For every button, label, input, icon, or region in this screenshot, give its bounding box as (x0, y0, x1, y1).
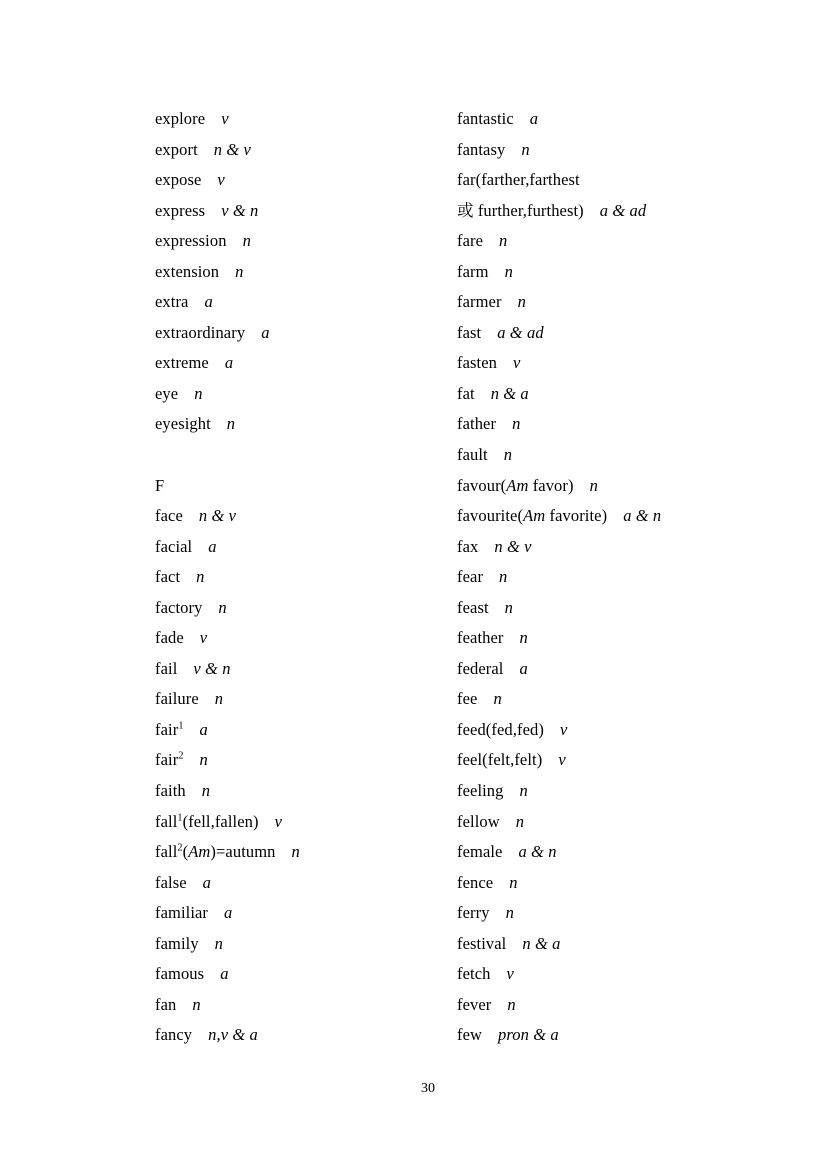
word-segment: fantastic (457, 109, 514, 128)
entry-word (457, 750, 542, 769)
entry-word (457, 567, 483, 586)
entry-word (457, 964, 490, 983)
entry-word (155, 231, 227, 250)
entry-pos: n (192, 994, 201, 1014)
vocab-entry (155, 532, 457, 563)
vocabulary-column-right (457, 104, 796, 1051)
vocab-entry (155, 379, 457, 410)
word-segment: farmer (457, 292, 502, 312)
entry-word (457, 231, 483, 250)
vocab-entry (457, 471, 796, 502)
entry-word (457, 720, 544, 739)
word-segment: favor) (528, 475, 574, 495)
word-superscript: 1 (177, 812, 183, 824)
entry-word (457, 292, 502, 311)
word-segment: festival (457, 933, 507, 953)
entry-pos: a (204, 292, 213, 312)
entry-word (457, 812, 500, 831)
vocab-entry (155, 562, 457, 593)
word-segment: 或 further,furthest) (457, 200, 584, 220)
entry-pos: a (208, 536, 217, 556)
word-segment: fast (457, 322, 482, 342)
word-segment: failure (155, 689, 199, 709)
vocab-entry (457, 959, 796, 990)
word-segment: fantasy (457, 139, 506, 159)
word-segment: factory (155, 597, 203, 617)
entry-pos: a (519, 658, 528, 678)
blank-line (155, 440, 457, 471)
entry-pos: n (199, 750, 208, 770)
entry-word (155, 414, 211, 433)
entry-pos: v (506, 964, 514, 984)
entry-word (155, 353, 209, 372)
word-segment: far(farther,farthest (457, 170, 580, 190)
entry-word (155, 934, 199, 953)
entry-pos: a (224, 903, 233, 923)
vocab-entry (457, 868, 796, 899)
entry-pos: v & n (193, 658, 231, 678)
entry-pos: v (558, 750, 566, 770)
word-segment: extension (155, 261, 220, 281)
word-segment: ( (182, 842, 189, 862)
word-segment: false (155, 872, 187, 892)
entry-pos: v (559, 719, 568, 739)
entry-word (155, 537, 192, 556)
entry-pos: n & a (490, 383, 529, 403)
entry-word (457, 445, 488, 464)
word-segment: father (457, 414, 497, 434)
vocab-entry (457, 837, 796, 868)
vocab-entry (457, 135, 796, 166)
word-segment: explore (155, 109, 206, 128)
word-segment: fare (457, 231, 484, 251)
word-segment: fall (155, 811, 178, 831)
word-segment: fade (155, 628, 184, 648)
entry-word (457, 1025, 482, 1044)
entry-word (155, 109, 205, 128)
entry-word (457, 934, 506, 953)
word-segment: favour( (457, 475, 507, 495)
vocab-entry (457, 929, 796, 960)
vocab-entry (155, 715, 457, 746)
word-segment: fasten (457, 353, 497, 373)
word-segment: fair (155, 719, 179, 739)
entry-word (457, 659, 504, 678)
entry-pos: n (218, 597, 227, 617)
word-segment: feeling (457, 781, 504, 801)
word-segment: expose (155, 170, 202, 190)
entry-word (155, 689, 199, 708)
vocab-entry (457, 684, 796, 715)
entry-word (155, 323, 245, 342)
entry-pos: n (194, 383, 203, 403)
word-segment: expression (155, 231, 227, 251)
entry-word (457, 140, 505, 159)
vocab-entry (457, 196, 796, 227)
word-segment: eyesight (155, 414, 211, 434)
entry-pos: n (519, 781, 528, 801)
entry-pos: pron & a (498, 1025, 559, 1045)
word-segment: face (155, 506, 183, 526)
entry-pos: a (199, 719, 208, 739)
entry-pos: n (509, 872, 518, 892)
entry-word (457, 170, 580, 189)
entry-pos: n (499, 231, 508, 251)
entry-pos: n (519, 628, 528, 648)
vocab-entry (457, 165, 796, 196)
vocab-entry (457, 104, 796, 135)
vocab-entry (457, 990, 796, 1021)
word-segment: fetch (457, 964, 491, 984)
vocab-entry (155, 196, 457, 227)
entry-pos: v & n (221, 200, 259, 220)
entry-word (457, 842, 502, 861)
word-segment: fever (457, 994, 492, 1014)
word-segment: fail (155, 658, 178, 678)
entry-word (155, 720, 184, 739)
vocab-entry (155, 104, 457, 135)
entry-word (155, 384, 178, 403)
vocab-entry (457, 318, 796, 349)
word-segment: famous (155, 964, 205, 984)
page-number: 30 (421, 1081, 435, 1096)
entry-word (457, 598, 489, 617)
word-segment: (fell,fallen) (182, 811, 259, 831)
vocab-entry (155, 745, 457, 776)
vocab-entry (155, 929, 457, 960)
entry-pos: n (517, 292, 526, 312)
vocab-entry (457, 226, 796, 257)
entry-pos: n (503, 445, 513, 465)
word-segment: favorite) (545, 506, 608, 526)
entry-pos: a & n (623, 506, 662, 526)
vocab-entry (155, 654, 457, 685)
vocab-entry (155, 593, 457, 624)
entry-word (457, 995, 491, 1014)
entry-pos: a & n (518, 842, 557, 862)
word-segment: fear (457, 567, 484, 587)
entry-word (155, 659, 177, 678)
entry-word (457, 873, 493, 892)
entry-pos: n (505, 903, 514, 923)
vocab-entry (457, 745, 796, 776)
entry-word (155, 812, 259, 831)
word-segment: Am (188, 842, 211, 862)
word-segment: fact (155, 567, 181, 587)
entry-pos: n & v (198, 506, 237, 526)
word-segment: fair (155, 750, 179, 770)
word-superscript: 1 (178, 720, 184, 732)
entry-word (457, 903, 490, 922)
vocab-entry (457, 532, 796, 563)
entry-pos: a (224, 353, 234, 373)
word-segment: fancy (155, 1025, 193, 1045)
word-segment: family (155, 933, 199, 953)
word-segment: express (155, 200, 206, 220)
word-segment: facial (155, 536, 193, 556)
vocab-entry (155, 287, 457, 318)
entry-pos: n (493, 689, 502, 709)
entry-word (155, 628, 184, 647)
word-segment: faith (155, 781, 186, 801)
vocab-entry (457, 1020, 796, 1051)
entry-word (155, 781, 186, 800)
entry-pos: n,v & a (208, 1025, 258, 1045)
vocab-entry (155, 501, 457, 532)
entry-pos: n & v (494, 536, 532, 556)
vocab-entry (155, 684, 457, 715)
entry-pos: a & ad (497, 322, 544, 342)
entry-pos: n (507, 994, 516, 1014)
entry-word (155, 170, 201, 189)
vocab-entry (155, 868, 457, 899)
vocab-entry (457, 409, 796, 440)
entry-pos: n (201, 781, 211, 801)
word-segment: fee (457, 689, 478, 709)
section-letter-heading: F (155, 475, 165, 495)
vocabulary-column-left (155, 104, 457, 1051)
entry-word (155, 1025, 192, 1044)
word-segment: fall (155, 842, 178, 862)
entry-word (457, 689, 477, 708)
entry-word (457, 414, 496, 433)
entry-word (155, 750, 184, 769)
entry-pos: n (226, 414, 236, 434)
entry-word (457, 323, 481, 342)
word-segment: fat (457, 383, 475, 403)
entry-word (155, 201, 205, 220)
entry-word (155, 567, 180, 586)
word-superscript: 2 (177, 842, 183, 854)
entry-pos: n & a (522, 933, 561, 953)
entry-pos: v (513, 353, 521, 373)
entry-word (457, 537, 478, 556)
entry-pos: a & ad (599, 200, 647, 220)
entry-word (155, 873, 187, 892)
vocab-entry (155, 318, 457, 349)
entry-pos: n (235, 261, 244, 281)
word-segment: feed(fed,fed) (457, 719, 544, 739)
entry-word (457, 628, 504, 647)
entry-pos: n (242, 231, 251, 251)
vocab-entry (457, 898, 796, 929)
word-segment: fence (457, 872, 494, 892)
vocab-entry (155, 623, 457, 654)
vocab-entry (457, 287, 796, 318)
entry-word (457, 262, 489, 281)
vocab-entry (155, 135, 457, 166)
vocab-entry (155, 1020, 457, 1051)
entry-pos: n (499, 567, 508, 587)
word-segment: eye (155, 383, 179, 403)
vocab-entry (457, 348, 796, 379)
entry-word (155, 292, 188, 311)
vocab-entry (457, 807, 796, 838)
word-segment: ferry (457, 903, 490, 923)
vocab-entry (457, 562, 796, 593)
entry-pos: n & v (213, 139, 251, 159)
word-segment: female (457, 842, 503, 862)
entry-pos: n (589, 475, 598, 495)
entry-pos: n (515, 811, 525, 831)
vocab-entry (155, 990, 457, 1021)
entry-word (457, 781, 504, 800)
entry-word (155, 964, 204, 983)
vocab-entry (155, 226, 457, 257)
entry-word (457, 109, 514, 128)
vocab-entry (457, 715, 796, 746)
vocab-entry (155, 409, 457, 440)
entry-pos: a (220, 964, 229, 984)
word-segment: )=autumn (210, 842, 276, 862)
word-segment: few (457, 1025, 483, 1045)
entry-pos: n (504, 597, 514, 617)
word-segment: fax (457, 536, 479, 556)
vocab-entry (155, 165, 457, 196)
word-segment: Am (506, 475, 529, 495)
entry-pos: n (214, 933, 224, 953)
entry-word (155, 506, 183, 525)
word-segment: farm (457, 261, 489, 281)
vocab-entry (155, 348, 457, 379)
vocab-entry (155, 257, 457, 288)
vocab-entry (155, 837, 457, 868)
vocab-entry (457, 440, 796, 471)
vocab-entry (457, 257, 796, 288)
entry-pos: a (529, 109, 539, 128)
word-segment: Am (523, 506, 546, 526)
entry-pos: n (521, 139, 530, 159)
entry-word (155, 995, 176, 1014)
entry-word (457, 384, 475, 403)
entry-word (155, 842, 276, 861)
entry-pos: v (217, 170, 225, 190)
entry-pos: a (261, 322, 270, 342)
entry-word (155, 262, 219, 281)
entry-word (155, 140, 198, 159)
entry-word (155, 598, 202, 617)
entry-word (457, 476, 574, 495)
word-segment: feast (457, 597, 489, 617)
entry-pos: n (291, 842, 300, 862)
vocab-entry (457, 379, 796, 410)
word-segment: export (155, 139, 198, 159)
vocab-entry (457, 623, 796, 654)
word-segment: fan (155, 994, 177, 1014)
word-segment: fault (457, 445, 488, 465)
entry-pos: v (221, 109, 229, 128)
word-segment: extreme (155, 353, 209, 373)
vocab-entry (155, 807, 457, 838)
vocab-entry (155, 776, 457, 807)
entry-word (457, 201, 584, 220)
word-segment: extraordinary (155, 322, 246, 342)
vocab-entry (155, 959, 457, 990)
word-segment: favourite( (457, 506, 524, 526)
entry-pos: n (214, 689, 224, 709)
entry-pos: v (274, 811, 283, 831)
entry-pos: n (196, 567, 205, 587)
entry-word (457, 353, 497, 372)
entry-word (457, 506, 607, 525)
vocab-entry (457, 593, 796, 624)
word-segment: extra (155, 292, 189, 312)
entry-pos: n (504, 261, 513, 281)
entry-pos: v (199, 628, 208, 648)
entry-pos: n (512, 414, 521, 434)
word-segment: federal (457, 658, 504, 678)
word-superscript: 2 (178, 750, 184, 762)
word-segment: feather (457, 628, 504, 648)
entry-word (155, 903, 208, 922)
word-segment: feel(felt,felt) (457, 750, 543, 770)
vocab-entry (457, 501, 796, 532)
vocabulary-list (155, 104, 796, 1051)
word-segment: fellow (457, 811, 500, 831)
vocab-entry (457, 776, 796, 807)
word-segment: familiar (155, 903, 209, 923)
vocab-entry (457, 654, 796, 685)
vocab-entry (155, 898, 457, 929)
entry-pos: a (202, 872, 212, 892)
